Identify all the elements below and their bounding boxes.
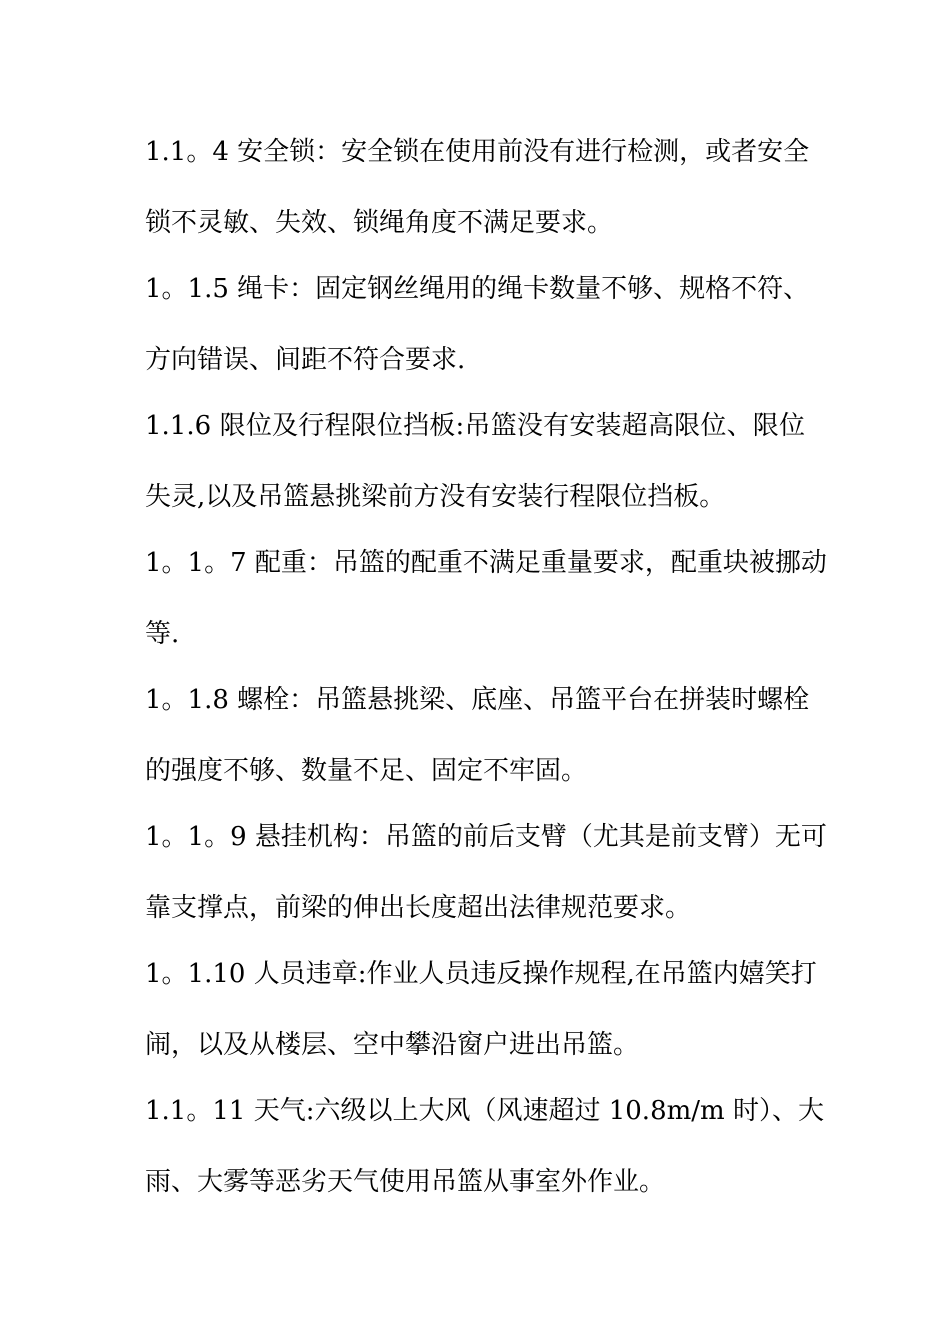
paragraph-3-line-1: 1.1.6 限位及行程限位挡板:吊篮没有安装超高限位、限位 — [145, 411, 805, 441]
paragraph-6-line-2: 靠支撑点，前梁的伸出长度超出法律规范要求。 — [145, 893, 692, 923]
paragraph-7-line-1: 1。1.10 人员违章:作业人员违反操作规程,在吊篮内嬉笑打 — [145, 959, 817, 989]
paragraph-4-line-1: 1。1。7 配重：吊篮的配重不满足重量要求，配重块被挪动 — [145, 548, 827, 578]
paragraph-1-line-2: 锁不灵敏、失效、锁绳角度不满足要求。 — [145, 208, 614, 238]
paragraph-2-line-1: 1。1.5 绳卡：固定钢丝绳用的绳卡数量不够、规格不符、 — [145, 274, 810, 304]
paragraph-5-line-2: 的强度不够、数量不足、固定不牢固。 — [145, 756, 588, 786]
paragraph-1-line-1: 1.1。4 安全锁：安全锁在使用前没有进行检测，或者安全 — [145, 137, 810, 167]
paragraph-7-line-2: 闹，以及从楼层、空中攀沿窗户进出吊篮。 — [145, 1030, 640, 1060]
paragraph-2-line-2: 方向错误、间距不符合要求. — [145, 345, 466, 375]
paragraph-3-line-2: 失灵,以及吊篮悬挑梁前方没有安装行程限位挡板。 — [145, 482, 726, 512]
paragraph-6-line-1: 1。1。9 悬挂机构：吊篮的前后支臂（尤其是前支臂）无可 — [145, 822, 827, 852]
paragraph-8-line-1: 1.1。11 天气:六级以上大风（风速超过 10.8m/m 时）、大 — [145, 1096, 824, 1126]
paragraph-5-line-1: 1。1.8 螺栓：吊篮悬挑梁、底座、吊篮平台在拼装时螺栓 — [145, 685, 810, 715]
paragraph-8-line-2: 雨、大雾等恶劣天气使用吊篮从事室外作业。 — [145, 1167, 666, 1197]
paragraph-4-line-2: 等. — [145, 619, 180, 649]
